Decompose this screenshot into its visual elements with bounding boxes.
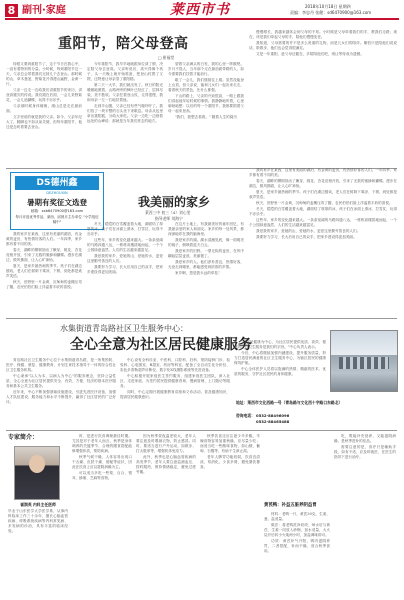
contest-notice: 每月评选优秀作品，莱西、邱晨月主办单位 "小学组征稿中": [15, 215, 99, 224]
paragraph: 材料：老鸭一只，黄芪30克，生姜、葱、盐适量。: [264, 512, 330, 521]
article1-title: 重阳节，陪父母登高: [58, 36, 189, 52]
article3-mid: [120, 358, 230, 426]
paragraph: 秋季气候干燥，人体容易出现口干舌燥、皮肤干燥、便秘等症状，因此在饮食上应以滋阴润燥为主。: [72, 455, 132, 469]
divider-3: [6, 430, 397, 431]
article1-col4: [249, 30, 397, 164]
paragraph: 可以适当多吃一些梨、百合、银耳、蜂蜜、芝麻等食物。: [72, 471, 132, 480]
recipe-title: 黄芪鸭：补益五脏养阴益胃: [264, 503, 317, 508]
article2-teacher: 指导老师 刘海宁: [155, 216, 183, 221]
paragraph: 因为秋季昼夜温差较大，老年人要注意及时增减衣物，防止感冒。同时，要适当进行户外运动，如散步、打太极拳等，增强机体免疫力。: [136, 434, 196, 453]
column-col1: [72, 434, 132, 594]
paragraph: 今年重阳节，我早早地就跟单位请了假，决定陪父母去登高。父亲听说后，高兴得像个孩子，头一天晚上就开始准备，把登山杖擦了又擦，还特意让母亲蒸了重阳糕。: [87, 62, 163, 81]
section-title: 副刊·家庭: [22, 5, 66, 16]
paragraph: 这些年，家乡的变化越来越大。一条条宽阔的马路四通八达，一栋栋高楼拔地而起，一个个公园绿意盎然，人们的生活越来越富足。: [87, 238, 163, 252]
column-col4: [264, 512, 330, 594]
paragraph: 做法：将老鸭洗净切块，焯水后与黄芪、生姜一同放入砂锅，加水适量，大火烧开后转小火炖两小时，加盐调味即可。: [264, 523, 330, 537]
paragraph: 中心设有全科诊室、中医科、口腔科、妇科、预防接种门诊、检验科、心电图室、B超室、药房等科室，配备了全自动生化分析仪、彩色多普勒超声诊断仪、数字化X线摄影系统等先进设备。: [120, 358, 230, 372]
article1-col2: [87, 62, 163, 164]
paragraph: 同时，中心定期开展健康教育讲座和义诊活动，普及健康知识，提高居民健康意识。: [120, 390, 230, 399]
paragraph: 歇了一会儿，我们继续往上爬。虽然没能登上山顶，但父亲说，能和儿女们一起出来走走，看看秋天的景色，比什么都强。: [168, 78, 244, 92]
paragraph: 父亲那时候身体硬朗，爬山总是走在最前面。: [6, 104, 82, 113]
clinic-phone-label: 咨询电话：: [236, 413, 255, 418]
clinic-photo: [330, 330, 398, 392]
clinic-phone-2: 0532-88465488: [256, 419, 290, 424]
paragraph: 走到半山腰，父亲已经有些气喘吁吁了。我们找了一块平整的石头坐下来歇息。母亲从包里拿出重阳糕，分给大家吃。父亲一边吃一边指着远处的山峰说：那就是当年我们常去的地方。: [87, 104, 163, 123]
paragraph: 第二天一大早，我们就出发了。秋日的阳光暖暖地照着，山路两旁的枫叶已经红了，层林尽染，美不胜收。父亲拄着登山杖，走得很慢，我和母亲一左一右地扶着他。: [87, 83, 163, 102]
brand-logo: DS德州鑫: [15, 176, 99, 190]
article2-col3: [168, 222, 244, 312]
article1-col3: [168, 62, 244, 164]
paragraph: 慢慢增长，我越来越体会到父母的不易。小时候是父母牵着我们的手，教我们走路；现在，该是我们牵起父母的手，陪他们慢慢变老。: [249, 30, 397, 39]
paragraph: 我要努力学习，长大后用自己的双手，把家乡建设得更加美丽。: [87, 265, 163, 274]
article3-left: [6, 358, 116, 426]
column-col3: [200, 434, 260, 594]
paragraph: 吃，既能补充营养，又能滋阴润燥，是秋季进补的佳品。: [334, 434, 396, 443]
paragraph: 中心秉承"以人为本，以病人为中心"的服务理念，坚持公益性质，全心全意为社区居民提供安全、有效、方便、经济的基本医疗服务和基本公共卫生服务。: [6, 374, 116, 388]
expert-name: 崔润英 内科主任医师: [20, 502, 56, 507]
divider-2: [6, 318, 397, 319]
paragraph: 望着父亲满头的白发，我的心里一阵酸楚。岁月不饶人，当年那个走在最前面带路的人，如今需要我们扶着才能前行。: [168, 62, 244, 76]
paragraph: 文字里说的就是我的父亲。如今，父亲年纪大了，腿脚也不如从前灵便，但每年重阳节，他还是念叨着要去登山。: [6, 115, 82, 129]
paragraph: 我爱我的家乡，爱她的山，爱她的水，更爱这里勤劳善良的人们。: [256, 229, 361, 233]
paragraph: 秋天，田野里一片金黄，沉甸甸的麦穗压弯了腰，农民伯伯们脸上洋溢着丰收的喜悦。: [6, 280, 82, 289]
paragraph: 中心积极开展家庭医生签约服务，组建家庭医生团队，深入社区、走进家庭，为签约居民提供健康咨询、慢病管理、上门随访等服务。: [120, 374, 230, 388]
paragraph: 父亲一边走一边给我们讲重阳节的来历，讲登高避灾的传说。我们跟在后面，一会儿采野菊花，一会儿追蝴蝶，玩得不亦乐乎。: [6, 88, 82, 102]
clinic-address: 地址：莱西市文化西路一号（青岛路与文化西十字路口东路北）: [236, 400, 343, 405]
paragraph: 冬天，皑皑的白雪覆盖着大地，湖面结了厚厚的冰，孩子们在冰面上滑冰、打雪仗，玩得不亦乐乎。: [249, 207, 397, 216]
paragraph: 这些年，家乡的变化越来越大。一条条宽阔的马路四通八达，一栋栋高楼拔地而起，一个个公园绿意盎然，人们的生活越来越富足。: [249, 218, 397, 227]
paragraph: 时，是进行饮食调理最佳时期。尤其是对于老年人而言，秋季是身体调养的关键季节，合理的膳食搭配能够增强体质，预防疾病。: [72, 434, 132, 453]
article1-byline: □ 崔福堂: [158, 55, 175, 60]
expert-heading: 专家简介：: [8, 434, 39, 441]
paragraph: 我爱我的家乡，爱她的山，爱她的水，更爱这里勤劳善良的人们。: [87, 254, 163, 263]
paragraph: "以居民健康为中心，为社区居民提供优质、高效、便捷的医疗卫生服务是我们的宗旨。"中心负责人表示。: [234, 340, 326, 349]
paragraph: 近年来，中心不断加强基础设施建设，引进先进医疗设备，加强人才队伍建设，服务能力和水平不断提升，赢得了社区居民的广泛好评。: [6, 390, 116, 404]
paragraph: 秋天，田野里一片金黄，沉甸甸的麦穗压弯了腰，农民伯伯们脸上洋溢着丰收的喜悦。: [256, 201, 393, 205]
article2-col1: [6, 232, 82, 312]
expert-face: [29, 455, 45, 473]
column-col5: [334, 434, 396, 494]
paragraph: 春天，湖畔的柳树抽出了嫩芽，桃花、杏花竞相开放，引来了无数的蜜蜂和蝴蝶。漫步在湖边，微风拂面，让人心旷神怡。: [249, 179, 397, 188]
contest-title: 暑期有奖征文选登: [27, 198, 87, 207]
paragraph: 中心全体医护人员将以饱满的热情、精湛的医术、优质的服务，守护社区居民的身体健康。: [234, 367, 326, 376]
date-line: 2018年10月18日 星期四: [305, 4, 351, 9]
paragraph: 我的家乡在莱西，这里有美丽的湖泊，有金黄的麦田，有热情好客的人们。一年四季，家乡都有着不同的美。: [6, 232, 82, 246]
paragraph: 转眼又要到重阳节了，这个节日在我心中，一直有着特别的分量。小时候，每到重阳节这一天，父亲总会带着我们兄妹几个去登山。那时候的山，草木葱茏，野菊花开得漫山遍野，金黄一片。: [6, 62, 82, 86]
paragraph: 家乡啊，您是我永远的牵挂！: [175, 271, 222, 275]
paragraph: 我的家乡在莱西，这里有美丽的湖泊，有金黄的麦田，有热情好客的人们。一年四季，家乡都有着不同的美。: [249, 168, 397, 177]
paragraph: 冬天，皑皑的白雪覆盖着大地，湖面结了厚厚的冰，孩子们在冰面上滑冰、打雪仗，玩得不亦乐乎。: [87, 222, 163, 236]
paragraph: "我们，我想去看看。" 随着人生的阅历: [175, 115, 237, 119]
paragraph: 需要注意的是，食疗只是辅助手段，如有不适，应及时就医，在医生的指导下进行治疗。: [334, 445, 396, 459]
article3-right: [234, 340, 326, 394]
contest-email: 邮箱：zxb6470900@163.com: [30, 209, 84, 213]
paragraph: 此外，秋季也是心脑血管疾病的高发季节，老年人要注意监测血压，按时服药，保持情绪稳定，避免过度劳累。: [136, 455, 196, 474]
header-rule: [5, 18, 399, 20]
brand-sub: DEZHOUXIN: [46, 191, 68, 195]
column-col2: [136, 434, 196, 594]
building-windows: [339, 357, 389, 369]
paragraph: 青岛路社区卫生服务中心位于水集街道青岛路，是一所集预防、医疗、保健、康复、健康教育、计划生育技术指导于一体的综合性社区卫生服务机构。: [6, 358, 116, 372]
paragraph: 我爱家乡的人。他们淳朴善良，热情好客，无论走到哪里，都能感受到浓浓的乡情。: [168, 260, 244, 269]
article3-title: 全心全意为社区居民健康服务: [70, 337, 252, 353]
paragraph: 今后，中心将继续加强内涵建设，提升服务质量，努力打造居民满意的社区卫生服务中心，为辖区居民的健康保驾护航。: [234, 351, 326, 365]
article2-col2: [87, 222, 163, 312]
clinic-phone-1: 0532-88496096: [256, 413, 290, 418]
paragraph: 我知道，父母需要的并不是多么贵重的礼物，而是儿女们的陪伴。哪怕只是陪他们说说话，散散步，他们也会觉得很满足。: [249, 41, 397, 50]
paragraph: 又是一年重阳，趁父母还健在，多陪陪他们吧，别让等待成为遗憾。: [256, 52, 364, 56]
paragraph: 下山的路上，父亲的兴致很高，一路上跟我们讲起他年轻时候的事情。我静静地听着，心里暗暗地想：以后的每一个重阳节，我都要陪着父母一起来登高。: [168, 94, 244, 113]
paragraph: 功效：黄芪补气升阳，鸭肉滋阴养胃，二者搭配，补而不燥，适合秋季食用。: [264, 539, 330, 553]
expert-intro: 毕业于山东医学大学医学系，从事内科临床工作三十余年，擅长心脑血管疾病、呼吸系统疾病等内科常见病、多发病的诊治，具有丰富的临床经验。: [8, 509, 68, 533]
article1-col1: [6, 62, 82, 164]
paragraph: 春天，湖畔的柳树抽出了嫩芽，桃花、杏花竞相开放，引来了无数的蜜蜂和蝴蝶。漫步在湖边，微风拂面，让人心旷神怡。: [6, 248, 82, 262]
paragraph: 老年人脾胃功能较弱，饮食宜清淡、易消化，少食多餐，避免暴饮暴食。: [200, 455, 260, 469]
article2-school: 莱西三中 初三（4）刘心雯: [145, 210, 191, 215]
paragraph: 在这片土地上，有我最美好的童年回忆，有我最亲爱的家人和朋友。家乡的每一处风景，都深深地印在我的脑海里。: [168, 222, 244, 236]
article2-col4: [249, 168, 397, 312]
editor-line: 责编：李忠丹 张健：sd6470900@163.com: [290, 10, 372, 15]
page-number: 8: [5, 4, 18, 17]
article2-title: 我美丽的家乡: [138, 195, 211, 209]
expert-photo: [14, 446, 60, 500]
paragraph: 我爱家乡的湖。湖水清澈见底，像一面明亮的镜子，倒映着蓝天白云。: [168, 238, 244, 247]
article3-kicker: 水集街道青岛路社区卫生服务中心：: [60, 324, 188, 333]
paragraph: 夏天，是家乡最热闹的季节。孩子们在湖边嬉戏，老人们在树荫下乘凉、下棋，到处都是欢声笑语。: [249, 190, 397, 199]
paragraph: 我爱家乡的田野。一望无际的麦田，在风中翻起层层麦浪，美丽极了。: [168, 249, 244, 258]
paragraph: 秋季饮食还应注意少辛多酸。辛辣食物容易加重秋燥，应尽量少吃；而适当吃一些酸味食物，如山楂、葡萄、石榴等，有助于生津止渴。: [200, 434, 260, 453]
paragraph: 我要努力学习，长大后用自己的双手，把家乡建设得更加美丽。: [256, 235, 357, 239]
masthead: 莱西市书: [170, 2, 230, 18]
paragraph: 夏天，是家乡最热闹的季节。孩子们在湖边嬉戏，老人们在树荫下乘凉、下棋，到处都是欢声笑语。: [6, 264, 82, 278]
